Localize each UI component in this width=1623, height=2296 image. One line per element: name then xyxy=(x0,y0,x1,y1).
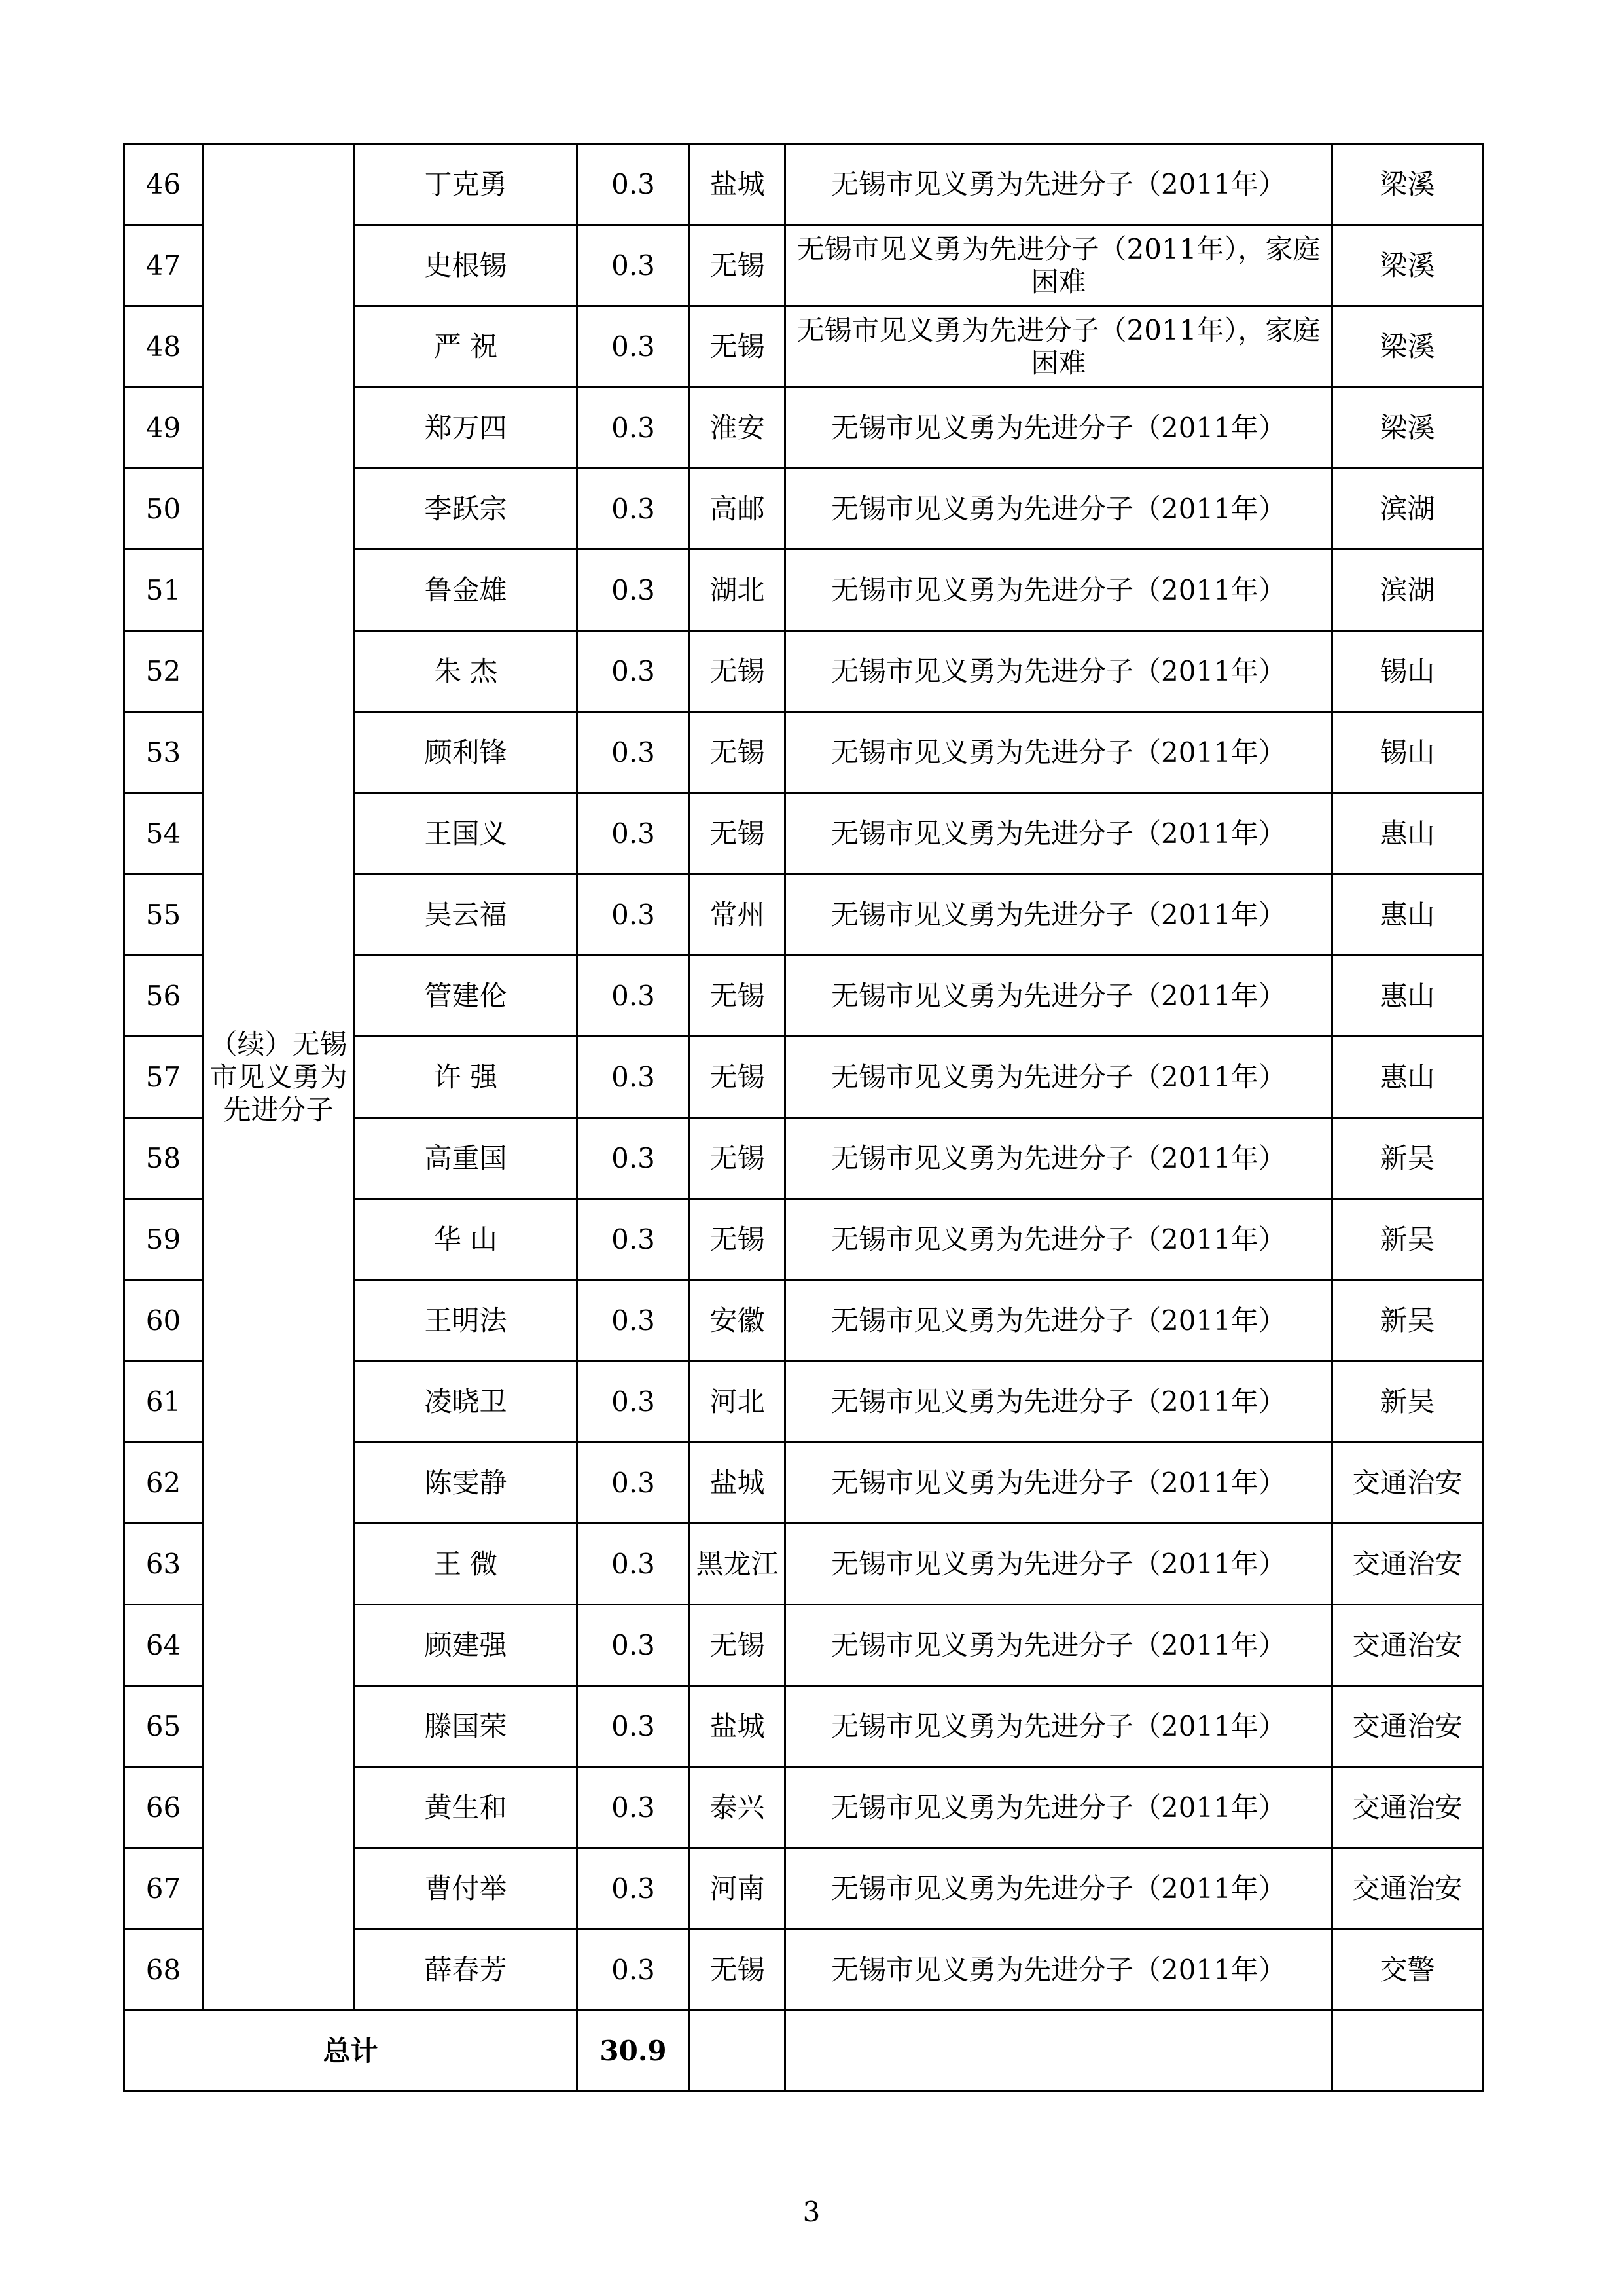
unit: 锡山 xyxy=(1332,631,1483,712)
award-reason: 无锡市见义勇为先进分子（2011年） xyxy=(785,550,1332,631)
origin-place: 盐城 xyxy=(690,1443,785,1524)
origin-place: 黑龙江 xyxy=(690,1524,785,1605)
unit: 交通治安 xyxy=(1332,1524,1483,1605)
award-amount: 0.3 xyxy=(577,1929,690,2011)
origin-place: 无锡 xyxy=(690,793,785,874)
award-table-body xyxy=(124,144,1483,2092)
person-name: 曹付举 xyxy=(355,1848,577,1929)
person-name: 丁克勇 xyxy=(355,144,577,225)
unit: 交通治安 xyxy=(1332,1605,1483,1686)
award-reason: 无锡市见义勇为先进分子（2011年） xyxy=(785,1686,1332,1767)
person-name: 许 强 xyxy=(355,1037,577,1118)
unit: 惠山 xyxy=(1332,874,1483,956)
award-amount: 0.3 xyxy=(577,1361,690,1443)
award-amount: 0.3 xyxy=(577,144,690,225)
row-number: 50 xyxy=(124,469,203,550)
row-number: 58 xyxy=(124,1118,203,1199)
award-amount: 0.3 xyxy=(577,387,690,469)
award-amount: 0.3 xyxy=(577,1686,690,1767)
origin-place: 无锡 xyxy=(690,1605,785,1686)
row-number: 64 xyxy=(124,1605,203,1686)
award-amount: 0.3 xyxy=(577,1605,690,1686)
row-number: 68 xyxy=(124,1929,203,2011)
award-reason: 无锡市见义勇为先进分子（2011年） xyxy=(785,1524,1332,1605)
total-empty-cell xyxy=(1332,2011,1483,2092)
award-reason: 无锡市见义勇为先进分子（2011年） xyxy=(785,1605,1332,1686)
origin-place: 安徽 xyxy=(690,1280,785,1361)
award-reason: 无锡市见义勇为先进分子（2011年） xyxy=(785,1361,1332,1443)
row-number: 47 xyxy=(124,225,203,306)
award-amount: 0.3 xyxy=(577,1443,690,1524)
table-row xyxy=(124,144,1483,225)
row-number: 61 xyxy=(124,1361,203,1443)
person-name: 严 祝 xyxy=(355,306,577,387)
row-number: 67 xyxy=(124,1848,203,1929)
award-amount: 0.3 xyxy=(577,793,690,874)
award-amount: 0.3 xyxy=(577,874,690,956)
origin-place: 无锡 xyxy=(690,306,785,387)
person-name: 高重国 xyxy=(355,1118,577,1199)
row-number: 51 xyxy=(124,550,203,631)
award-amount: 0.3 xyxy=(577,550,690,631)
award-reason: 无锡市见义勇为先进分子（2011年） xyxy=(785,1199,1332,1280)
origin-place: 淮安 xyxy=(690,387,785,469)
award-amount: 0.3 xyxy=(577,1767,690,1848)
unit: 梁溪 xyxy=(1332,144,1483,225)
total-value: 30.9 xyxy=(577,2011,690,2092)
unit: 交通治安 xyxy=(1332,1848,1483,1929)
award-amount: 0.3 xyxy=(577,306,690,387)
person-name: 滕国荣 xyxy=(355,1686,577,1767)
row-number: 49 xyxy=(124,387,203,469)
row-number: 59 xyxy=(124,1199,203,1280)
row-number: 65 xyxy=(124,1686,203,1767)
unit: 交通治安 xyxy=(1332,1443,1483,1524)
origin-place: 无锡 xyxy=(690,631,785,712)
award-reason: 无锡市见义勇为先进分子（2011年） xyxy=(785,1767,1332,1848)
unit: 滨湖 xyxy=(1332,550,1483,631)
unit: 新吴 xyxy=(1332,1361,1483,1443)
row-number: 62 xyxy=(124,1443,203,1524)
award-reason: 无锡市见义勇为先进分子（2011年），家庭困难 xyxy=(785,306,1332,387)
person-name: 顾建强 xyxy=(355,1605,577,1686)
unit: 交通治安 xyxy=(1332,1686,1483,1767)
unit: 惠山 xyxy=(1332,793,1483,874)
total-label: 总计 xyxy=(124,2011,577,2092)
award-amount: 0.3 xyxy=(577,712,690,793)
award-reason: 无锡市见义勇为先进分子（2011年） xyxy=(785,469,1332,550)
unit: 滨湖 xyxy=(1332,469,1483,550)
award-amount: 0.3 xyxy=(577,1848,690,1929)
page-number: 3 xyxy=(802,2196,821,2228)
person-name: 王明法 xyxy=(355,1280,577,1361)
person-name: 郑万四 xyxy=(355,387,577,469)
row-number: 48 xyxy=(124,306,203,387)
award-reason: 无锡市见义勇为先进分子（2011年） xyxy=(785,1929,1332,2011)
origin-place: 河北 xyxy=(690,1361,785,1443)
unit: 惠山 xyxy=(1332,1037,1483,1118)
origin-place: 无锡 xyxy=(690,225,785,306)
unit: 新吴 xyxy=(1332,1118,1483,1199)
person-name: 史根锡 xyxy=(355,225,577,306)
origin-place: 盐城 xyxy=(690,1686,785,1767)
origin-place: 无锡 xyxy=(690,1118,785,1199)
award-reason: 无锡市见义勇为先进分子（2011年） xyxy=(785,712,1332,793)
award-reason: 无锡市见义勇为先进分子（2011年） xyxy=(785,144,1332,225)
person-name: 顾利锋 xyxy=(355,712,577,793)
award-amount: 0.3 xyxy=(577,631,690,712)
total-empty-cell xyxy=(690,2011,785,2092)
origin-place: 高邮 xyxy=(690,469,785,550)
award-reason: 无锡市见义勇为先进分子（2011年），家庭困难 xyxy=(785,225,1332,306)
award-amount: 0.3 xyxy=(577,1524,690,1605)
origin-place: 无锡 xyxy=(690,712,785,793)
unit: 锡山 xyxy=(1332,712,1483,793)
origin-place: 无锡 xyxy=(690,1037,785,1118)
award-reason: 无锡市见义勇为先进分子（2011年） xyxy=(785,793,1332,874)
unit: 新吴 xyxy=(1332,1199,1483,1280)
person-name: 管建伦 xyxy=(355,956,577,1037)
origin-place: 无锡 xyxy=(690,1929,785,2011)
unit: 梁溪 xyxy=(1332,225,1483,306)
row-number: 60 xyxy=(124,1280,203,1361)
person-name: 华 山 xyxy=(355,1199,577,1280)
person-name: 凌晓卫 xyxy=(355,1361,577,1443)
origin-place: 湖北 xyxy=(690,550,785,631)
person-name: 王国义 xyxy=(355,793,577,874)
unit: 梁溪 xyxy=(1332,306,1483,387)
row-number: 63 xyxy=(124,1524,203,1605)
award-reason: 无锡市见义勇为先进分子（2011年） xyxy=(785,387,1332,469)
origin-place: 泰兴 xyxy=(690,1767,785,1848)
award-reason: 无锡市见义勇为先进分子（2011年） xyxy=(785,874,1332,956)
unit: 惠山 xyxy=(1332,956,1483,1037)
person-name: 黄生和 xyxy=(355,1767,577,1848)
row-number: 54 xyxy=(124,793,203,874)
row-number: 46 xyxy=(124,144,203,225)
award-amount: 0.3 xyxy=(577,1199,690,1280)
category-cell: （续）无锡市见义勇为先进分子 xyxy=(203,144,355,2011)
award-amount: 0.3 xyxy=(577,1118,690,1199)
person-name: 薛春芳 xyxy=(355,1929,577,2011)
award-reason: 无锡市见义勇为先进分子（2011年） xyxy=(785,1037,1332,1118)
person-name: 朱 杰 xyxy=(355,631,577,712)
row-number: 56 xyxy=(124,956,203,1037)
row-number: 53 xyxy=(124,712,203,793)
origin-place: 无锡 xyxy=(690,956,785,1037)
award-reason: 无锡市见义勇为先进分子（2011年） xyxy=(785,631,1332,712)
person-name: 王 微 xyxy=(355,1524,577,1605)
award-reason: 无锡市见义勇为先进分子（2011年） xyxy=(785,1280,1332,1361)
person-name: 陈雯静 xyxy=(355,1443,577,1524)
row-number: 52 xyxy=(124,631,203,712)
award-amount: 0.3 xyxy=(577,469,690,550)
award-amount: 0.3 xyxy=(577,225,690,306)
total-row xyxy=(124,2011,1483,2092)
unit: 交警 xyxy=(1332,1929,1483,2011)
row-number: 57 xyxy=(124,1037,203,1118)
award-amount: 0.3 xyxy=(577,1037,690,1118)
origin-place: 无锡 xyxy=(690,1199,785,1280)
unit: 交通治安 xyxy=(1332,1767,1483,1848)
award-amount: 0.3 xyxy=(577,956,690,1037)
origin-place: 常州 xyxy=(690,874,785,956)
origin-place: 河南 xyxy=(690,1848,785,1929)
award-table xyxy=(123,143,1484,2092)
person-name: 鲁金雄 xyxy=(355,550,577,631)
award-reason: 无锡市见义勇为先进分子（2011年） xyxy=(785,1118,1332,1199)
unit: 梁溪 xyxy=(1332,387,1483,469)
person-name: 李跃宗 xyxy=(355,469,577,550)
row-number: 55 xyxy=(124,874,203,956)
award-amount: 0.3 xyxy=(577,1280,690,1361)
unit: 新吴 xyxy=(1332,1280,1483,1361)
origin-place: 盐城 xyxy=(690,144,785,225)
row-number: 66 xyxy=(124,1767,203,1848)
award-reason: 无锡市见义勇为先进分子（2011年） xyxy=(785,956,1332,1037)
award-reason: 无锡市见义勇为先进分子（2011年） xyxy=(785,1443,1332,1524)
total-empty-cell xyxy=(785,2011,1332,2092)
person-name: 吴云福 xyxy=(355,874,577,956)
award-reason: 无锡市见义勇为先进分子（2011年） xyxy=(785,1848,1332,1929)
